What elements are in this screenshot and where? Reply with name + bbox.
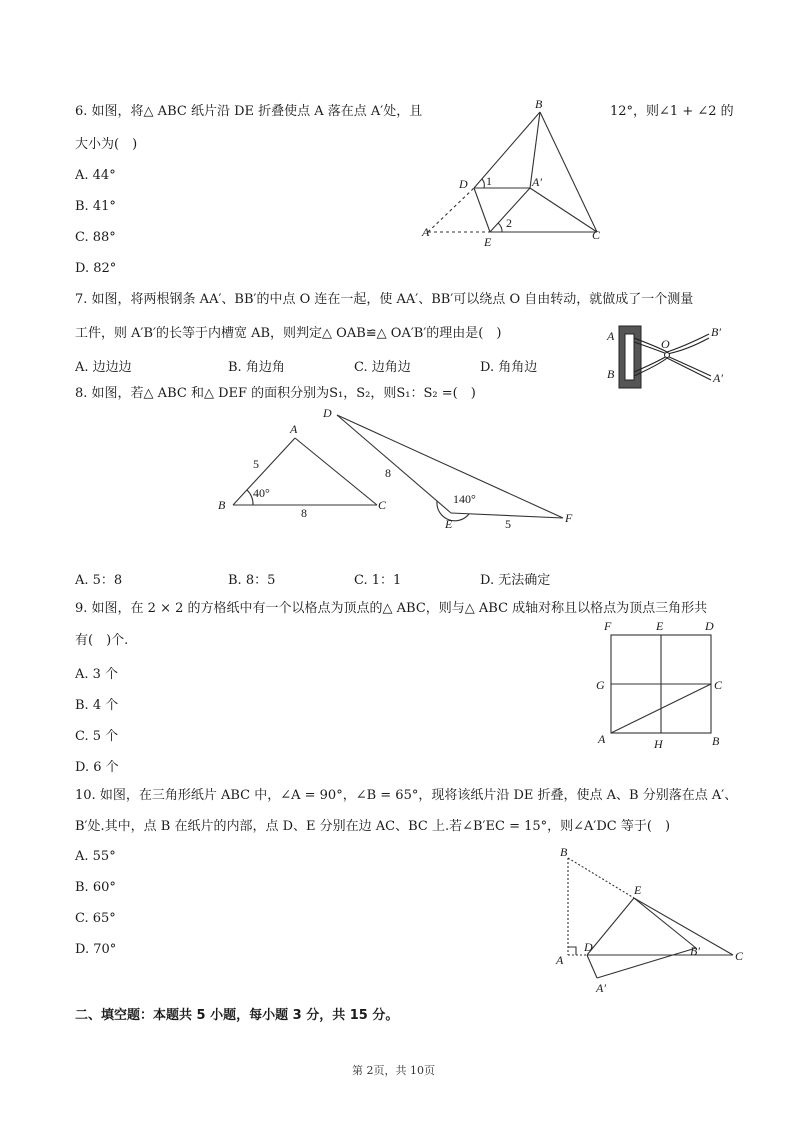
q10-edge-da1 <box>587 955 597 978</box>
q7-label-a1: A′ <box>713 371 723 385</box>
q9-line1 <box>75 600 707 618</box>
q6-line1 <box>75 103 422 121</box>
q6-label-b: B <box>535 97 543 111</box>
q10-number: 10. <box>75 788 96 803</box>
q10-option-a[interactable]: A. 55° <box>75 849 116 864</box>
q6-label-a1: A′ <box>532 175 542 189</box>
q9-number: 9. <box>75 601 88 616</box>
q10-right-angle-mark <box>568 947 576 955</box>
q8-option-c[interactable]: C. 1：1 <box>354 573 402 588</box>
q6-label-d: D <box>459 177 468 191</box>
q7-option-d[interactable]: D. 角角边 <box>480 360 538 375</box>
q10-edge-de <box>587 898 634 955</box>
q6-edge-bd <box>474 112 540 188</box>
q6-label-e: E <box>484 235 492 249</box>
q6-option-d[interactable]: D. 82° <box>75 261 117 276</box>
q8-edge-ac <box>295 438 377 505</box>
page-footer: 第 2页，共 10页 <box>352 1064 435 1077</box>
q7-figure <box>605 320 735 395</box>
q9-label-g: G <box>596 678 605 692</box>
q9-label-f: F <box>604 619 612 633</box>
q6-edge-bc <box>540 112 597 232</box>
q8-label-c: C <box>378 498 387 512</box>
q9-line2: 有( )个. <box>75 633 129 648</box>
q6-angle1-arc <box>482 179 484 188</box>
q8-angle-e: 140° <box>453 492 476 506</box>
q8-edge-df <box>337 415 563 518</box>
q8-side-ab: 5 <box>253 457 259 471</box>
q8-label-e: E <box>445 517 453 531</box>
q8-side-de: 8 <box>385 466 391 480</box>
q10-label-d: D <box>584 940 593 954</box>
q7-bar-lower2 <box>634 356 711 376</box>
q6-label-angle2: 2 <box>506 216 512 230</box>
q6-option-b[interactable]: B. 41° <box>75 199 116 214</box>
q9-label-e: E <box>656 619 664 633</box>
q8-number: 8. <box>75 386 88 401</box>
q10-label-e: E <box>634 883 642 897</box>
q7-number: 7. <box>75 292 88 307</box>
q6-line2: 大小为( ) <box>75 137 138 152</box>
q8-side-bc: 8 <box>301 506 307 520</box>
q8-edge-de <box>337 415 451 513</box>
q6-option-c[interactable]: C. 88° <box>75 230 116 245</box>
q10-line1 <box>75 787 737 805</box>
q7-bar-upper <box>634 334 709 352</box>
q7-option-c[interactable]: C. 边角边 <box>354 360 411 375</box>
q7-label-b1: B′ <box>711 325 721 339</box>
q7-pivot <box>665 353 670 358</box>
q6-line1-tail: 12°，则∠1 + ∠2 的 <box>610 104 734 119</box>
q10-label-a1: A′ <box>596 981 606 995</box>
q9-option-c[interactable]: C. 5 个 <box>75 729 119 744</box>
q6-text-line1: 如图，将△ ABC 纸片沿 DE 折叠使点 A 落在点 A′处，且 <box>91 104 423 119</box>
q7-label-o: O <box>661 337 670 351</box>
q6-label-c: C <box>592 228 601 242</box>
q9-option-a[interactable]: A. 3 个 <box>75 667 119 682</box>
q7-option-b[interactable]: B. 角边角 <box>228 360 285 375</box>
q9-label-b: B <box>712 734 720 748</box>
q7-text-line1: 如图，将两根钢条 AA′、BB′的中点 O 连在一起，使 AA′、BB′可以绕点 O 自由转动，就做成了一个测量 <box>91 292 694 307</box>
q9-label-c: C <box>714 678 723 692</box>
q6-edge-ad-dashed <box>428 188 474 232</box>
q10-edge-ec <box>634 898 733 955</box>
q10-figure <box>550 840 755 1000</box>
q8-label-f: F <box>565 511 573 525</box>
q10-label-a: A <box>556 953 564 967</box>
q8-label-d: D <box>323 406 332 420</box>
q10-label-c: C <box>735 949 744 963</box>
q10-edge-be-dotted <box>568 858 634 898</box>
q7-label-a: A <box>607 329 615 343</box>
q10-label-b1: B′ <box>690 944 700 958</box>
q8-option-d[interactable]: D. 无法确定 <box>480 573 551 588</box>
q10-edge-a1b1 <box>597 948 696 978</box>
q8-label-b: B <box>218 498 226 512</box>
q10-line2: B′处.其中，点 B 在纸片的内部，点 D、E 分别在边 AC、BC 上.若∠B′EC = 15°，则∠A′DC 等于( ) <box>75 819 671 834</box>
q10-option-c[interactable]: C. 65° <box>75 911 116 926</box>
q8-option-b[interactable]: B. 8：5 <box>228 573 276 588</box>
q8-label-a: A <box>290 422 298 436</box>
q6-figure <box>420 95 610 255</box>
q9-label-h: H <box>654 737 663 751</box>
q10-text-line1: 如图，在三角形纸片 ABC 中，∠A = 90°，∠B = 65°，现将该纸片沿 DE 折叠，使点 A、B 分别落在点 A′、 <box>99 788 738 803</box>
q6-label-a: A <box>422 225 430 239</box>
q8-angle-b: 40° <box>253 486 270 500</box>
q10-option-d[interactable]: D. 70° <box>75 942 117 957</box>
section2-title: 二、填空题：本题共 5 小题，每小题 3 分，共 15 分。 <box>75 1008 399 1023</box>
q7-label-b: B <box>607 367 615 381</box>
q8-figure <box>215 405 585 535</box>
q7-groove-inner <box>625 334 634 380</box>
q10-label-b: B <box>560 845 568 859</box>
q9-text-line1: 如图，在 2 × 2 的方格纸中有一个以格点为顶点的△ ABC，则与△ ABC 成轴对称且以格点为顶点三角形共 <box>91 601 708 616</box>
q9-label-d: D <box>705 619 714 633</box>
q6-angle2-arc <box>498 223 502 232</box>
q7-line1 <box>75 291 693 309</box>
q6-option-a[interactable]: A. 44° <box>75 168 116 183</box>
q9-option-b[interactable]: B. 4 个 <box>75 698 119 713</box>
q9-figure <box>590 618 730 753</box>
q9-label-a: A <box>598 732 606 746</box>
q7-bar-lower <box>634 358 711 380</box>
q8-line1 <box>75 385 476 403</box>
q7-option-a[interactable]: A. 边边边 <box>75 360 132 375</box>
q8-option-a[interactable]: A. 5：8 <box>75 573 123 588</box>
q9-option-d[interactable]: D. 6 个 <box>75 760 119 775</box>
q6-number: 6. <box>75 104 88 119</box>
q10-edge-eb1 <box>634 898 696 948</box>
q8-text-line1: 如图，若△ ABC 和△ DEF 的面积分别为S₁，S₂，则S₁：S₂ =( ) <box>91 386 476 401</box>
q10-option-b[interactable]: B. 60° <box>75 880 116 895</box>
q7-bar-upper2 <box>634 338 709 354</box>
q8-side-ef: 5 <box>505 517 511 531</box>
q6-label-angle1: 1 <box>486 174 492 188</box>
q7-line2: 工件，则 A′B′的长等于内槽宽 AB，则判定△ OAB≌△ OA′B′的理由是( ) <box>75 326 502 341</box>
q6-edge-de <box>474 188 490 232</box>
